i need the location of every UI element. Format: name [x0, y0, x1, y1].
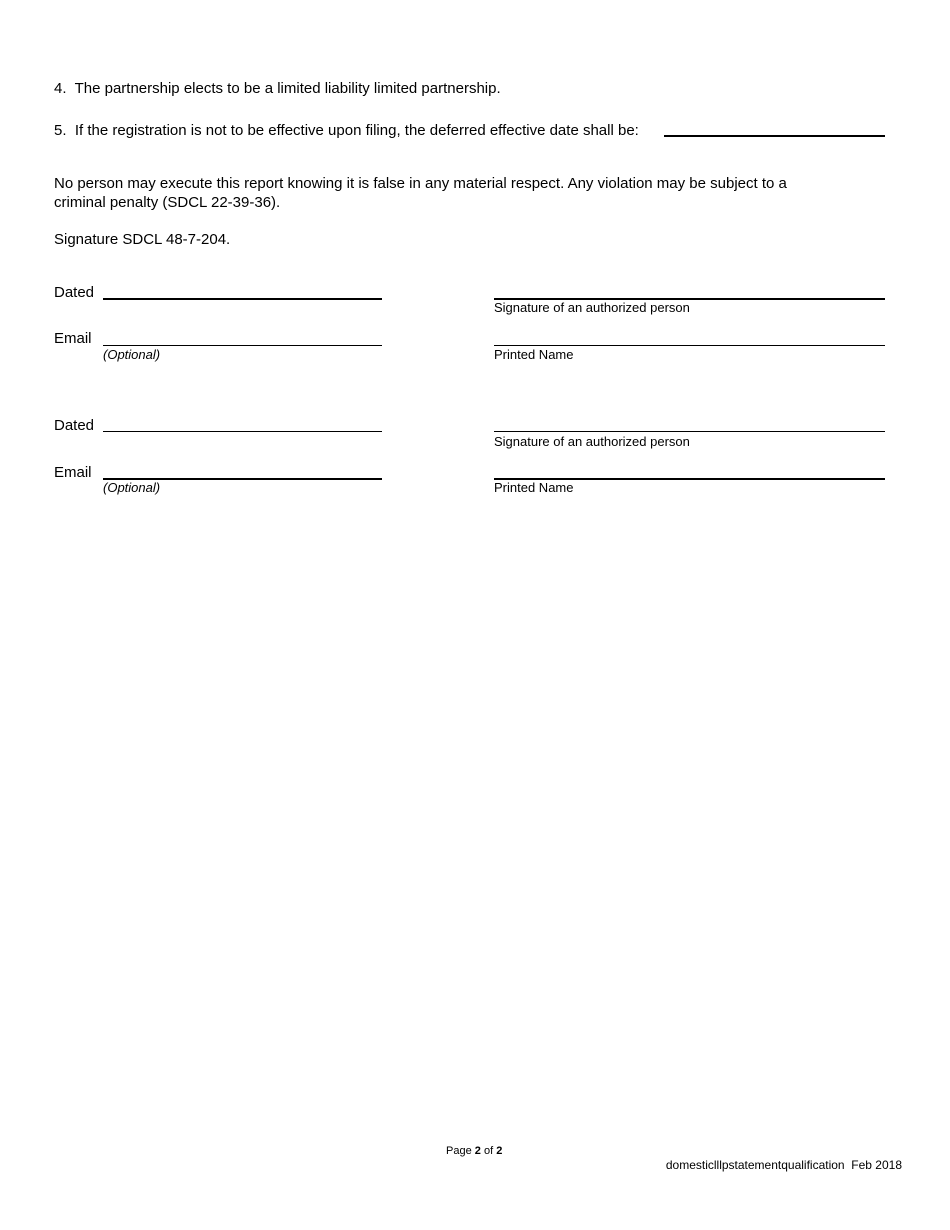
item-5: [54, 121, 639, 140]
form-identifier: [666, 1158, 902, 1173]
email-label: Email: [54, 464, 92, 481]
dated-field[interactable]: [103, 431, 382, 432]
item-5-number: 5.: [54, 122, 67, 139]
email-field[interactable]: [103, 345, 382, 346]
dated-label: Dated: [54, 417, 95, 434]
page-total: 2: [496, 1145, 503, 1157]
email-label: Email: [54, 330, 92, 347]
signature-field[interactable]: [494, 431, 885, 432]
deferred-date-field[interactable]: [664, 135, 885, 137]
optional-label: (Optional): [103, 480, 161, 495]
item-4-number: 4.: [54, 80, 67, 97]
printed-name-caption: Printed Name: [494, 347, 574, 362]
page-number: [446, 1144, 502, 1158]
printed-name-field[interactable]: [494, 345, 885, 346]
form-id: domesticlllpstatementqualification: [665, 1158, 845, 1172]
optional-label: (Optional): [103, 347, 161, 362]
warning-line-1: No person may execute this report knowing it is false in any material respect. Any violation may be subject to a: [54, 175, 787, 192]
dated-label: Dated: [54, 284, 95, 301]
item-5-text: If the registration is not to be effective upon filing, the deferred effective date shall be:: [74, 122, 639, 139]
dated-field[interactable]: [103, 298, 382, 300]
item-4-text: The partnership elects to be a limited liability limited partnership.: [74, 80, 501, 97]
page-word: Page: [446, 1145, 472, 1157]
item-4: [54, 79, 501, 98]
page-of: of: [483, 1145, 494, 1157]
warning-paragraph: [54, 174, 787, 212]
signature-statute: Signature SDCL 48-7-204.: [54, 231, 231, 248]
signature-caption: Signature of an authorized person: [494, 434, 690, 449]
signature-caption: Signature of an authorized person: [494, 300, 690, 315]
form-date: Feb 2018: [851, 1158, 902, 1172]
page-current: 2: [474, 1145, 481, 1157]
warning-line-2: criminal penalty (SDCL 22-39-36).: [54, 194, 281, 211]
printed-name-caption: Printed Name: [494, 480, 574, 495]
